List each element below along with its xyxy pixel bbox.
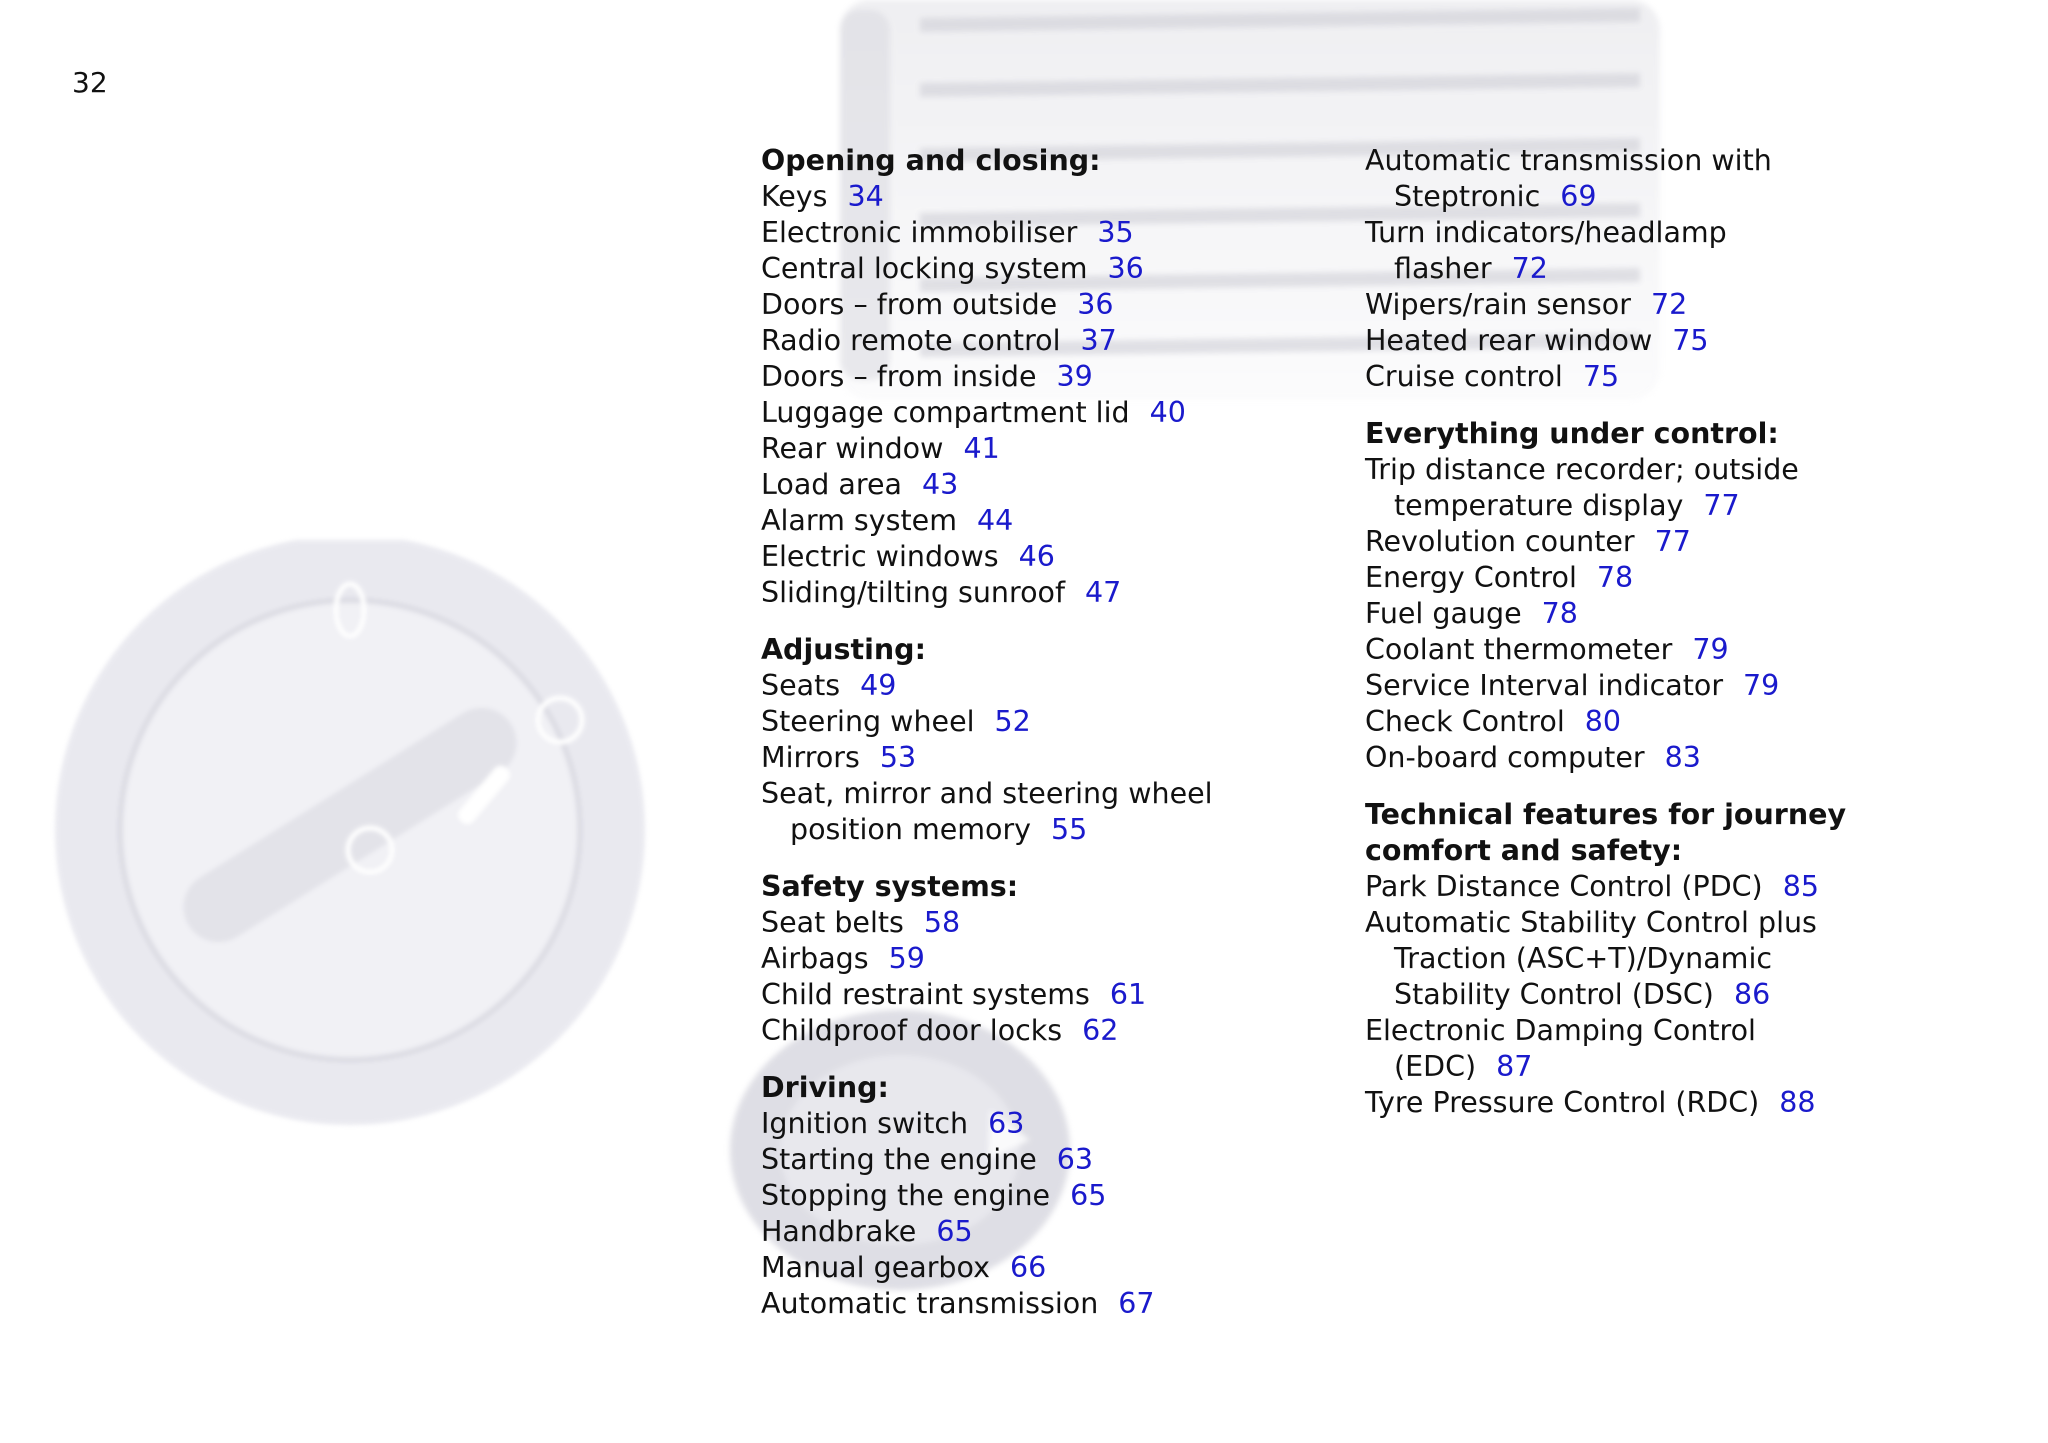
page-reference-link[interactable]: 40 <box>1149 396 1186 429</box>
entry-title: Seat, mirror and steering wheel <box>761 777 1213 810</box>
entry-title: Central locking system <box>761 252 1088 285</box>
page-reference-link[interactable]: 55 <box>1051 813 1088 846</box>
entry-title: Load area <box>761 468 902 501</box>
entry-title: Automatic transmission with <box>1365 144 1772 177</box>
entry-title: Wipers/rain sensor <box>1365 288 1631 321</box>
toc-entry-child-restraint-systems[interactable] <box>761 977 1361 1013</box>
toc-entry-seats[interactable] <box>761 668 1361 704</box>
toc-entry-electronic-damping-control[interactable] <box>1365 1049 2035 1085</box>
toc-entry-automatic-stability-control-plus[interactable] <box>1365 905 2035 941</box>
entry-title: Energy Control <box>1365 561 1577 594</box>
page-reference-link[interactable]: 72 <box>1650 288 1688 321</box>
entry-title: Rear window <box>761 432 944 465</box>
page-reference-link[interactable]: 41 <box>963 432 1000 465</box>
toc-entry-automatic-transmission-with[interactable] <box>1365 179 2035 215</box>
page-reference-link[interactable]: 63 <box>988 1107 1025 1140</box>
section-heading: Safety systems: <box>761 870 1019 903</box>
toc-entry-handbrake[interactable] <box>761 1214 1361 1250</box>
page-reference-link[interactable]: 80 <box>1584 705 1622 738</box>
toc-section <box>761 143 1361 611</box>
entry-title: Revolution counter <box>1365 525 1635 558</box>
page-reference-link[interactable]: 88 <box>1779 1086 1816 1119</box>
entry-title: Electronic Damping Control <box>1365 1014 1756 1047</box>
page-reference-link[interactable]: 53 <box>879 741 917 774</box>
toc-entry-cruise-control[interactable] <box>1365 359 2035 395</box>
page-reference-link[interactable]: 72 <box>1511 252 1548 285</box>
entry-title: Check Control <box>1365 705 1565 738</box>
toc-entry-doors-from-outside[interactable] <box>761 287 1361 323</box>
page-reference-link[interactable]: 34 <box>847 180 884 213</box>
entry-title: flasher <box>1394 252 1492 285</box>
page-reference-link[interactable]: 67 <box>1118 1287 1155 1320</box>
toc-entry-sliding-tilting-sunroof[interactable] <box>761 575 1361 611</box>
toc-entry-revolution-counter[interactable] <box>1365 524 2035 560</box>
toc-entry-turn-indicators-headlamp[interactable] <box>1365 215 2035 251</box>
entry-title: Childproof door locks <box>761 1014 1063 1047</box>
page-reference-link[interactable]: 44 <box>976 504 1014 537</box>
entry-title: Cruise control <box>1365 360 1563 393</box>
toc-entry-electronic-immobiliser[interactable] <box>761 215 1361 251</box>
toc-section <box>1365 143 2035 395</box>
toc-entry-doors-from-inside[interactable] <box>761 359 1361 395</box>
toc-entry-ignition-switch[interactable] <box>761 1106 1361 1142</box>
entry-title: Stopping the engine <box>761 1179 1051 1212</box>
entry-title: Park Distance Control (PDC) <box>1365 870 1763 903</box>
toc-entry-luggage-compartment-lid[interactable] <box>761 395 1361 431</box>
entry-title: Fuel gauge <box>1365 597 1522 630</box>
toc-entry-stopping-the-engine[interactable] <box>761 1178 1361 1214</box>
entry-title: Airbags <box>761 942 869 975</box>
entry-title: position memory <box>790 813 1032 846</box>
page-reference-link[interactable]: 52 <box>994 705 1031 738</box>
entry-title: Traction (ASC+T)/Dynamic <box>1394 942 1773 975</box>
page-reference-link[interactable]: 75 <box>1582 360 1620 393</box>
toc-entry-electronic-damping-control[interactable] <box>1365 1013 2035 1049</box>
toc-entry-fuel-gauge[interactable] <box>1365 596 2035 632</box>
section-heading: Everything under control: <box>1365 417 1779 450</box>
toc-entry-starting-the-engine[interactable] <box>761 1142 1361 1178</box>
page-reference-link[interactable]: 69 <box>1560 180 1597 213</box>
entry-title: Handbrake <box>761 1215 917 1248</box>
toc-section <box>761 869 1361 1049</box>
toc-entry-radio-remote-control[interactable] <box>761 323 1361 359</box>
toc-entry-turn-indicators-headlamp[interactable] <box>1365 251 2035 287</box>
page-reference-link[interactable]: 78 <box>1541 597 1578 630</box>
toc-entry-energy-control[interactable] <box>1365 560 2035 596</box>
toc-entry-load-area[interactable] <box>761 467 1361 503</box>
page-reference-link[interactable]: 43 <box>921 468 959 501</box>
page-reference-link[interactable]: 86 <box>1733 978 1771 1011</box>
toc-entry-trip-distance-recorder-outside[interactable] <box>1365 452 2035 488</box>
page-reference-link[interactable]: 49 <box>860 669 897 702</box>
toc-entry-mirrors[interactable] <box>761 740 1361 776</box>
toc-entry-manual-gearbox[interactable] <box>761 1250 1361 1286</box>
entry-title: Seats <box>761 669 841 702</box>
entry-title: Steptronic <box>1394 180 1541 213</box>
entry-title: temperature display <box>1394 489 1684 522</box>
section-heading: comfort and safety: <box>1365 834 1683 867</box>
toc-entry-tyre-pressure-control-rdc[interactable] <box>1365 1085 2035 1121</box>
toc-entry-rear-window[interactable] <box>761 431 1361 467</box>
page-reference-link[interactable]: 83 <box>1664 741 1701 774</box>
toc-entry-seat-mirror-and-steering-wheel[interactable] <box>761 776 1361 812</box>
page-reference-link[interactable]: 37 <box>1080 324 1117 357</box>
toc-section <box>1365 416 2035 776</box>
page-reference-link[interactable]: 46 <box>1018 540 1055 573</box>
entry-title: Alarm system <box>761 504 957 537</box>
toc-entry-park-distance-control-pdc[interactable] <box>1365 869 2035 905</box>
toc-entry-trip-distance-recorder-outside[interactable] <box>1365 488 2035 524</box>
entry-title: Service Interval indicator <box>1365 669 1724 702</box>
entry-title: Starting the engine <box>761 1143 1037 1176</box>
entry-title: Mirrors <box>761 741 860 774</box>
toc-section <box>761 632 1361 848</box>
page-reference-link[interactable]: 79 <box>1692 633 1729 666</box>
page-reference-link[interactable]: 79 <box>1743 669 1780 702</box>
entry-title: Tyre Pressure Control (RDC) <box>1365 1086 1760 1119</box>
page-reference-link[interactable]: 78 <box>1596 561 1634 594</box>
page-reference-link[interactable]: 47 <box>1084 576 1122 609</box>
entry-title: Trip distance recorder; outside <box>1365 453 1799 486</box>
toc-entry-childproof-door-locks[interactable] <box>761 1013 1361 1049</box>
toc-section <box>1365 797 2035 1121</box>
section-heading: Adjusting: <box>761 633 926 666</box>
entry-title: Child restraint systems <box>761 978 1090 1011</box>
toc-entry-alarm-system[interactable] <box>761 503 1361 539</box>
toc-entry-keys[interactable] <box>761 179 1361 215</box>
entry-title: Electric windows <box>761 540 999 573</box>
toc-entry-electric-windows[interactable] <box>761 539 1361 575</box>
toc-entry-heated-rear-window[interactable] <box>1365 323 2035 359</box>
page-reference-link[interactable]: 58 <box>923 906 961 939</box>
entry-title: Steering wheel <box>761 705 975 738</box>
toc-entry-seat-mirror-and-steering-wheel[interactable] <box>761 812 1361 848</box>
page-reference-link[interactable]: 39 <box>1056 360 1093 393</box>
page-reference-link[interactable]: 75 <box>1672 324 1709 357</box>
entry-title: Keys <box>761 180 828 213</box>
page-reference-link[interactable]: 66 <box>1009 1251 1047 1284</box>
entry-title: Seat belts <box>761 906 904 939</box>
page-reference-link[interactable]: 36 <box>1077 288 1114 321</box>
entry-title: Doors – from inside <box>761 360 1037 393</box>
section-heading: Driving: <box>761 1071 889 1104</box>
toc-entry-coolant-thermometer[interactable] <box>1365 632 2035 668</box>
toc-entry-seat-belts[interactable] <box>761 905 1361 941</box>
page-reference-link[interactable]: 77 <box>1654 525 1691 558</box>
page-reference-link[interactable]: 63 <box>1056 1143 1094 1176</box>
toc-entry-service-interval-indicator[interactable] <box>1365 668 2035 704</box>
toc-entry-automatic-stability-control-plus[interactable] <box>1365 977 2035 1013</box>
entry-title: Ignition switch <box>761 1107 969 1140</box>
toc-entry-automatic-stability-control-plus[interactable] <box>1365 941 2035 977</box>
toc-entry-automatic-transmission-with[interactable] <box>1365 143 2035 179</box>
toc-entry-check-control[interactable] <box>1365 704 2035 740</box>
entry-title: (EDC) <box>1394 1050 1477 1083</box>
entry-title: Radio remote control <box>761 324 1061 357</box>
page-reference-link[interactable]: 87 <box>1496 1050 1533 1083</box>
entry-title: Doors – from outside <box>761 288 1058 321</box>
toc-entry-wipers-rain-sensor[interactable] <box>1365 287 2035 323</box>
entry-title: Stability Control (DSC) <box>1394 978 1714 1011</box>
contents-column-left <box>761 143 1361 1343</box>
section-heading: Technical features for journey <box>1365 798 1847 831</box>
toc-entry-central-locking-system[interactable] <box>761 251 1361 287</box>
section-heading: Opening and closing: <box>761 144 1101 177</box>
entry-title: Automatic transmission <box>761 1287 1099 1320</box>
toc-entry-automatic-transmission[interactable] <box>761 1286 1361 1322</box>
light-switch-illustration <box>40 540 680 1180</box>
entry-title: Luggage compartment lid <box>761 396 1130 429</box>
page-reference-link[interactable]: 36 <box>1107 252 1144 285</box>
entry-title: Turn indicators/headlamp <box>1365 216 1727 249</box>
page-reference-link[interactable]: 61 <box>1109 978 1147 1011</box>
page-reference-link[interactable]: 77 <box>1703 489 1740 522</box>
entry-title: Electronic immobiliser <box>761 216 1078 249</box>
toc-section <box>761 1070 1361 1322</box>
toc-entry-steering-wheel[interactable] <box>761 704 1361 740</box>
entry-title: Automatic Stability Control plus <box>1365 906 1817 939</box>
contents-column-right <box>1365 143 2035 1142</box>
toc-entry-airbags[interactable] <box>761 941 1361 977</box>
page-number: 32 <box>72 66 108 99</box>
page-reference-link[interactable]: 65 <box>1070 1179 1107 1212</box>
entry-title: On-board computer <box>1365 741 1645 774</box>
page-reference-link[interactable]: 35 <box>1097 216 1134 249</box>
entry-title: Sliding/tilting sunroof <box>761 576 1065 609</box>
toc-entry-on-board-computer[interactable] <box>1365 740 2035 776</box>
page-reference-link[interactable]: 59 <box>888 942 925 975</box>
entry-title: Coolant thermometer <box>1365 633 1673 666</box>
page-reference-link[interactable]: 62 <box>1082 1014 1119 1047</box>
page-reference-link[interactable]: 65 <box>936 1215 973 1248</box>
page-reference-link[interactable]: 85 <box>1782 870 1819 903</box>
entry-title: Heated rear window <box>1365 324 1653 357</box>
entry-title: Manual gearbox <box>761 1251 990 1284</box>
